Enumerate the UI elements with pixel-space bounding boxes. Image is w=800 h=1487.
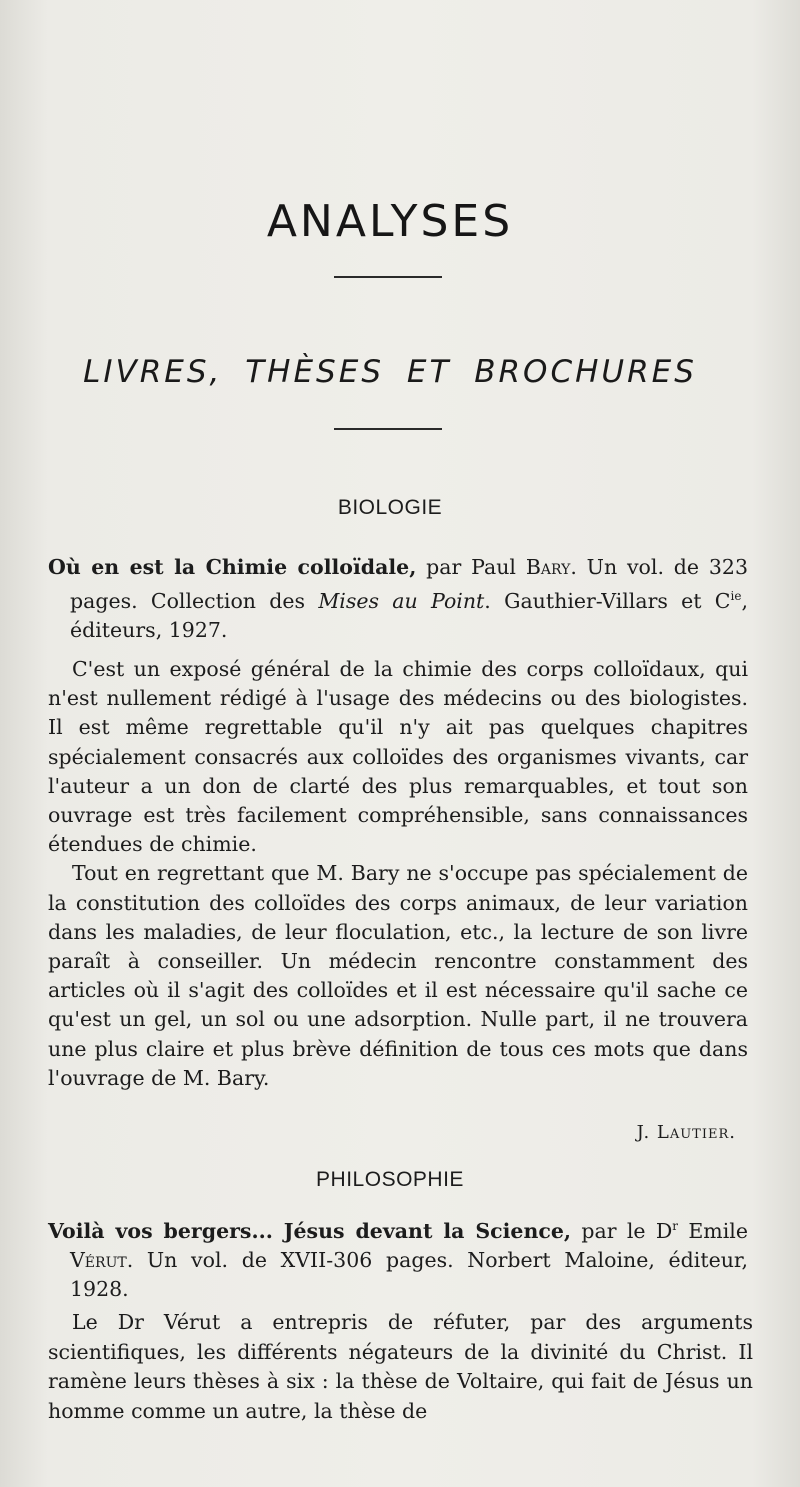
book-author: Bary	[525, 555, 571, 579]
book-citation	[48, 553, 748, 645]
section-heading-philosophie: PHILOSOPHIE	[316, 1168, 464, 1191]
book-entry	[48, 553, 748, 645]
book-collection: Mises au Point	[318, 588, 485, 613]
book-by-name: Emile	[678, 1218, 748, 1243]
reviewer-signature: J. Lautier.	[636, 1122, 736, 1143]
book-details: . Un vol. de XVII-306 pages. Norbert Maloine, éditeur, 1928.	[70, 1247, 748, 1301]
review-paragraph: Tout en regrettant que M. Bary ne s'occupe pas spécialement de la constitution des colloïdes des corps animaux, de leur variation dans les maladies, de leur floculation, etc., la lecture de son livre paraît à conseiller. Un médecin rencontre constamment des articles où il s'agit des colloïdes et il est nécessaire qu'il sache ce qu'est un gel, un sol ou une adsorption. Nulle part, il ne trouvera une plus claire et plus brève définition de tous ces mots que dans l'ouvrage de M. Bary.	[48, 861, 748, 1090]
book-title: Voilà vos bergers... Jésus devant la Science,	[48, 1218, 572, 1243]
book-author: Vérut	[70, 1247, 127, 1272]
section-heading-biologie: BIOLOGIE	[337, 496, 443, 519]
book-title: Où en est la Chimie colloïdale,	[48, 555, 417, 579]
review-paragraph: C'est un exposé général de la chimie des corps colloïdaux, qui n'est nullement rédigé à l'usage des médecins ou des biologistes. Il est même regrettable qu'il n'y ait pas quelques chapitres spécialement consacrés aux colloïdes des organismes vivants, car l'auteur a un don de clarté des plus remarquables, et tout son ouvrage est très facilement compréhensible, sans connaissances étendues de chimie.	[48, 657, 748, 857]
review-body	[48, 1308, 753, 1426]
book-citation	[48, 1212, 748, 1304]
book-author-title-sup: r	[672, 1219, 679, 1233]
book-by: par Paul	[416, 555, 526, 579]
review-paragraph: Le Dr Vérut a entrepris de réfuter, par des arguments scientifiques, les différents négateurs de la divinité du Christ. Il ramène leurs thèses à six : la thèse de Voltaire, qui fait de Jésus un homme comme un autre, la thèse de	[48, 1310, 753, 1423]
book-publisher-sup: ie	[730, 589, 742, 603]
book-publisher: . Gauthier-Villars et C	[484, 588, 731, 613]
book-publisher-end: , éditeurs, 1927.	[70, 588, 748, 642]
page-subtitle: LIVRES, THÈSES ET BROCHURES	[83, 354, 697, 390]
page-title: ANALYSES	[266, 196, 514, 247]
subtitle-divider	[334, 428, 442, 430]
book-details: . Un vol. de 323 pages. Collection des	[70, 555, 748, 613]
review-body	[48, 655, 748, 1093]
title-divider	[334, 276, 442, 278]
book-entry	[48, 1212, 748, 1304]
book-by: par le D	[571, 1218, 673, 1243]
